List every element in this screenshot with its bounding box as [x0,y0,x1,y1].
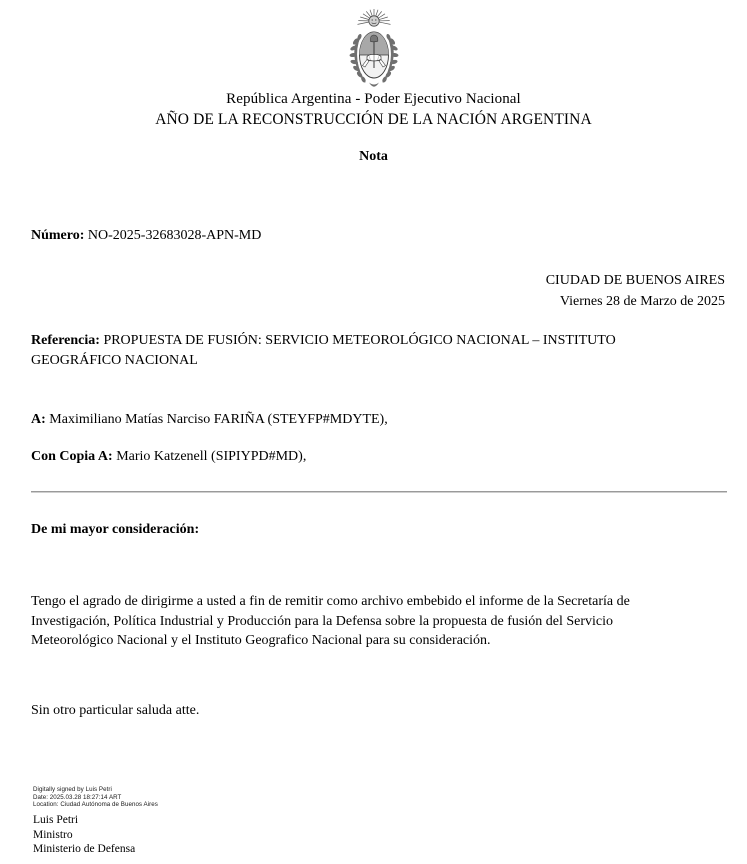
signature-stamp-date: Date: 2025.03.28 18:27:14 ART [33,793,122,801]
place-text: CIUDAD DE BUENOS AIRES [545,273,725,288]
body-paragraph: Tengo el agrado de dirigirme a usted a fin de remitir como archivo embebido el informe de la Secretaría de Investigación, Política Industrial y Producción para la Defensa sobre la propuesta de fusión del Servicio Meteorológico Nacional y el Instituto Geografico Nacional para su consideración. [31,594,630,648]
carbon-copy-row [31,447,306,466]
signature-stamp-location: Location: Ciudad Autónoma de Buenos Aires [33,801,158,809]
document-type-title: Nota [359,149,388,164]
carbon-copy-label: Con Copia A: [31,449,113,464]
signer-title: Ministro [33,828,73,841]
signer-name: Luis Petri [33,814,79,826]
signer-block [33,813,135,857]
closing-text: Sin otro particular saluda atte. [31,703,200,718]
horizontal-divider [31,491,727,493]
document-header [0,90,747,130]
referencia-value: PROPUESTA DE FUSIÓN: SERVICIO METEOROLÓGICO NACIONAL – INSTITUTO GEOGRÁFICO NACIONAL [31,333,616,368]
signer-organization: Ministerio de Defensa [33,843,136,856]
digital-signature-stamp [33,786,158,809]
salutation-text: De mi mayor consideración: [31,522,200,537]
signature-stamp-signed-by: Digitally signed by Luis Petri [33,786,112,793]
addressee-label: A: [31,412,46,427]
date-text: Viernes 28 de Marzo de 2025 [559,294,725,309]
argentina-coat-of-arms-icon [0,8,747,90]
numero-row [31,227,261,245]
header-year-slogan: AÑO DE LA RECONSTRUCCIÓN DE LA NACIÓN ARGENTINA [155,111,592,128]
referencia-row [31,331,693,371]
referencia-label: Referencia: [31,333,100,348]
carbon-copy-value: Mario Katzenell (SIPIYPD#MD), [116,449,307,464]
header-republic-line: República Argentina - Poder Ejecutivo Nacional [226,91,521,107]
numero-value: NO-2025-32683028-APN-MD [87,228,262,243]
addressee-row [31,410,388,429]
addressee-value: Maximiliano Matías Narciso FARIÑA (STEYFP#MDYTE), [49,412,388,427]
place-date-block [546,270,725,312]
numero-label: Número: [31,228,85,243]
